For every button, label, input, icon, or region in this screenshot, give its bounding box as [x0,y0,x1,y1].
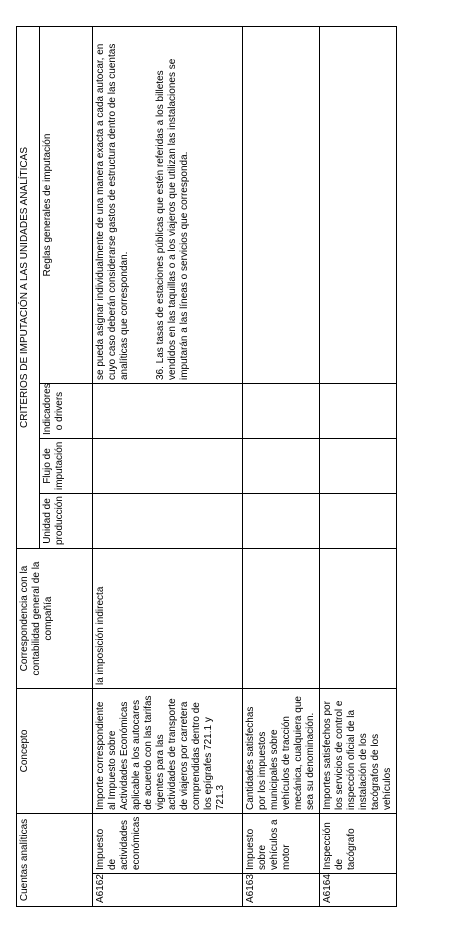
table-row [93,27,243,907]
rules-paragraph: 36. Las tasas de estaciones públicas que estén referidas a los billetes vendidos en las taquillas o a los viajeros que utilizan las instalaciones se imputarán a las líneas o servicios que corresponda. [155,58,190,380]
concept-cell: Cantidades satisfechas por los impuestos municipales sobre vehículos de tracción mecánica, cualquiera que sea su denominación. [243,689,320,814]
rules-paragraph: se pueda asignar individualmente de una manera exacta a cada autocar, en cuyo caso deberán considerarse gastos de estructura dentro de las cuentas analíticas que correspondan. [95,43,130,380]
paragraph-gap [131,30,155,380]
header-cuentas: Cuentas analíticas [17,814,93,907]
imputation-flow-cell [93,439,243,494]
header-reglas: Reglas generales de imputación [40,27,93,384]
rules-cell [93,27,243,384]
concept-cell: Importe correspondiente al Impuesto sobre Actividades Económicas aplicable a los autocares de acuerdo con las tarifas vigentes para las actividades de transporte de viajeros por carretera comprendidas dentro de los epígrafes 721.1 y 721.3 [93,689,243,814]
table-row [243,27,320,907]
drivers-cell [93,384,243,439]
account-code: A6162 [93,874,243,907]
account-name: Inspección de tacógrafo [320,814,397,874]
imputation-flow-cell [320,439,397,494]
header-concepto: Concepto [17,689,93,814]
account-code: A6163 [243,874,320,907]
correspondence-cell [320,549,397,689]
rules-cell [320,27,397,384]
correspondence-cell [243,549,320,689]
concept-cell: Importes satisfechos por los servicios de control e inspección oficial de la instalación de los tacógrafos de los vehículos [320,689,397,814]
production-unit-cell [243,494,320,549]
header-criterios: CRITERIOS DE IMPUTACIÓN A LAS UNIDADES ANALÍTICAS [17,27,40,549]
drivers-cell [320,384,397,439]
production-unit-cell [93,494,243,549]
header-correspondencia: Correspondencia con la contabilidad general de la compañía [17,549,93,689]
header-indicadores: Indicadores o drivers [40,384,93,439]
account-name: Impuesto sobre vehículos a motor [243,814,320,874]
account-code: A6164 [320,874,397,907]
drivers-cell [243,384,320,439]
imputation-flow-cell [243,439,320,494]
production-unit-cell [320,494,397,549]
account-name: Impuesto de actividades económicas [93,814,243,874]
rules-cell [243,27,320,384]
header-flujo: Flujo de imputación [40,439,93,494]
table-row [320,27,397,907]
correspondence-cell: la imposición indirecta [93,549,243,689]
header-unidad: Unidad de producción [40,494,93,549]
imputation-criteria-table [16,26,397,907]
